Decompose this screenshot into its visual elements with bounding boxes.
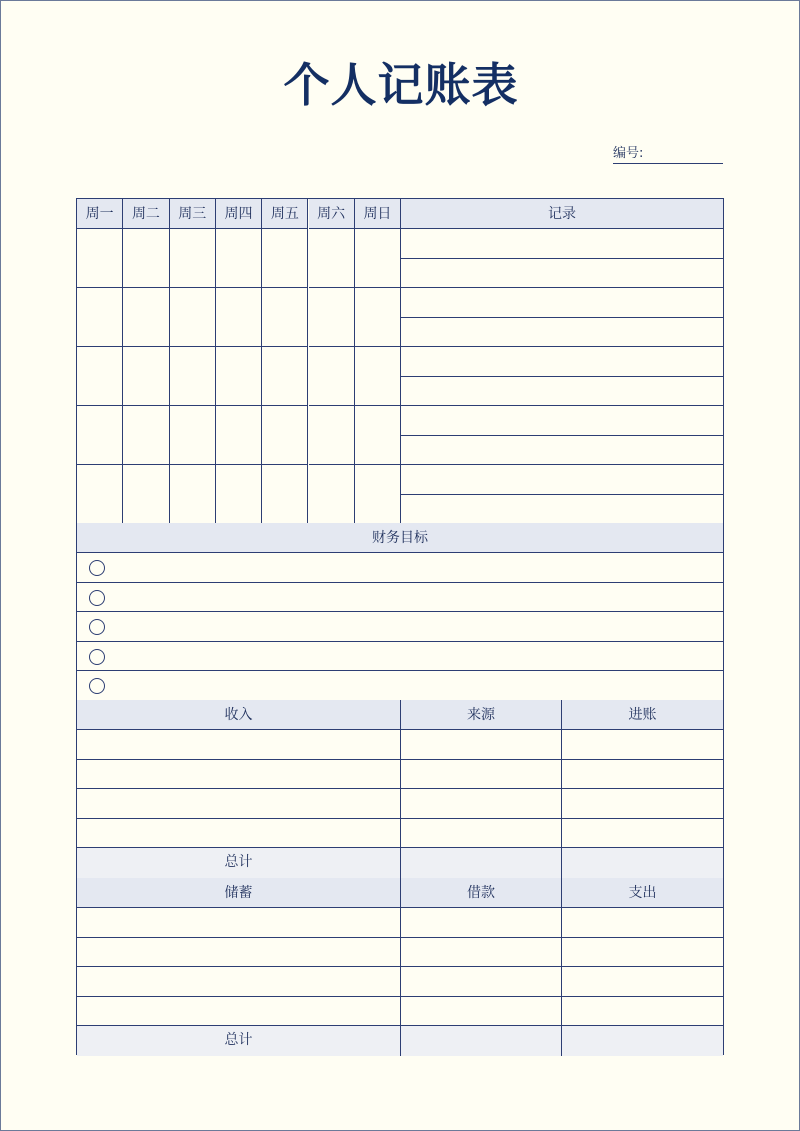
day-cell[interactable] <box>123 406 169 465</box>
serial-number-field[interactable] <box>613 145 723 164</box>
record-header: 记录 <box>401 199 723 229</box>
day-cell[interactable] <box>309 465 355 524</box>
goal-checkbox[interactable] <box>89 678 105 694</box>
day-cell[interactable] <box>355 288 401 347</box>
goal-checkbox[interactable] <box>89 619 105 635</box>
record-line[interactable] <box>401 229 723 259</box>
day-cell[interactable] <box>309 347 355 406</box>
day-cell[interactable] <box>262 406 308 465</box>
serial-number-label: 编号: <box>613 146 644 161</box>
savings-entry-cell[interactable] <box>562 938 723 968</box>
weekly-record-table <box>76 198 724 524</box>
day-cell[interactable] <box>216 229 262 288</box>
goal-row[interactable] <box>77 612 723 642</box>
record-line[interactable] <box>401 318 723 348</box>
day-cell[interactable] <box>309 288 355 347</box>
day-cell[interactable] <box>77 465 123 524</box>
day-cell[interactable] <box>170 406 216 465</box>
day-cell[interactable] <box>170 229 216 288</box>
goals-header: 财务目标 <box>77 523 723 553</box>
income-total-label: 总计 <box>77 848 401 878</box>
day-cell[interactable] <box>216 465 262 524</box>
income-entry-cell[interactable] <box>562 819 723 849</box>
savings-header-amount: 支出 <box>562 878 723 908</box>
goal-row[interactable] <box>77 642 723 672</box>
day-cell[interactable] <box>262 288 308 347</box>
record-line[interactable] <box>401 347 723 377</box>
day-cell[interactable] <box>77 347 123 406</box>
record-line[interactable] <box>401 465 723 495</box>
savings-entry-cell[interactable] <box>77 908 401 938</box>
day-cell[interactable] <box>216 288 262 347</box>
day-cell[interactable] <box>216 347 262 406</box>
financial-goals-table <box>76 523 724 701</box>
day-cell[interactable] <box>123 465 169 524</box>
savings-entry-cell[interactable] <box>562 908 723 938</box>
day-cell[interactable] <box>123 347 169 406</box>
income-entry-cell[interactable] <box>401 760 562 790</box>
goal-checkbox[interactable] <box>89 560 105 576</box>
goal-row[interactable] <box>77 583 723 613</box>
savings-entry-cell[interactable] <box>77 938 401 968</box>
day-cell[interactable] <box>77 229 123 288</box>
savings-entry-cell[interactable] <box>401 997 562 1027</box>
savings-total-value[interactable] <box>401 1026 562 1056</box>
savings-table <box>76 878 724 1055</box>
income-entry-cell[interactable] <box>401 819 562 849</box>
savings-entry-cell[interactable] <box>401 967 562 997</box>
day-cell[interactable] <box>170 347 216 406</box>
weekday-header: 周六 <box>309 199 355 229</box>
goal-row[interactable] <box>77 553 723 583</box>
savings-total-label: 总计 <box>77 1026 401 1056</box>
goal-row[interactable] <box>77 671 723 701</box>
day-cell[interactable] <box>216 406 262 465</box>
record-line[interactable] <box>401 406 723 436</box>
weekday-header: 周五 <box>262 199 308 229</box>
income-header-amount: 进账 <box>562 700 723 730</box>
income-entry-cell[interactable] <box>77 760 401 790</box>
record-line[interactable] <box>401 288 723 318</box>
weekday-header: 周一 <box>77 199 123 229</box>
day-cell[interactable] <box>123 229 169 288</box>
income-entry-cell[interactable] <box>562 730 723 760</box>
savings-entry-cell[interactable] <box>562 967 723 997</box>
day-cell[interactable] <box>77 406 123 465</box>
weekday-header: 周四 <box>216 199 262 229</box>
income-entry-cell[interactable] <box>401 789 562 819</box>
income-entry-cell[interactable] <box>562 760 723 790</box>
day-cell[interactable] <box>123 288 169 347</box>
day-cell[interactable] <box>355 406 401 465</box>
goal-checkbox[interactable] <box>89 590 105 606</box>
day-cell[interactable] <box>309 406 355 465</box>
savings-entry-cell[interactable] <box>401 908 562 938</box>
income-entry-cell[interactable] <box>77 819 401 849</box>
weekday-header: 周日 <box>355 199 401 229</box>
day-cell[interactable] <box>355 229 401 288</box>
savings-entry-cell[interactable] <box>77 967 401 997</box>
savings-header-label: 储蓄 <box>77 878 401 908</box>
income-header-source: 来源 <box>401 700 562 730</box>
income-header-label: 收入 <box>77 700 401 730</box>
day-cell[interactable] <box>355 347 401 406</box>
record-line[interactable] <box>401 495 723 525</box>
savings-header-source: 借款 <box>401 878 562 908</box>
income-total-value[interactable] <box>401 848 562 878</box>
income-entry-cell[interactable] <box>562 789 723 819</box>
savings-entry-cell[interactable] <box>401 938 562 968</box>
savings-entry-cell[interactable] <box>77 997 401 1027</box>
day-cell[interactable] <box>262 347 308 406</box>
day-cell[interactable] <box>170 288 216 347</box>
income-entry-cell[interactable] <box>77 789 401 819</box>
savings-entry-cell[interactable] <box>562 997 723 1027</box>
weekday-header: 周三 <box>170 199 216 229</box>
day-cell[interactable] <box>355 465 401 524</box>
income-entry-cell[interactable] <box>401 730 562 760</box>
day-cell[interactable] <box>262 465 308 524</box>
page-title: 个人记账表 <box>283 58 519 112</box>
income-table <box>76 700 724 879</box>
day-cell[interactable] <box>170 465 216 524</box>
income-total-value[interactable] <box>562 848 723 878</box>
income-entry-cell[interactable] <box>77 730 401 760</box>
day-cell[interactable] <box>262 229 308 288</box>
day-cell[interactable] <box>309 229 355 288</box>
record-line[interactable] <box>401 259 723 289</box>
savings-total-value[interactable] <box>562 1026 723 1056</box>
day-cell[interactable] <box>77 288 123 347</box>
weekday-header: 周二 <box>123 199 169 229</box>
record-line[interactable] <box>401 436 723 466</box>
record-line[interactable] <box>401 377 723 407</box>
goal-checkbox[interactable] <box>89 649 105 665</box>
